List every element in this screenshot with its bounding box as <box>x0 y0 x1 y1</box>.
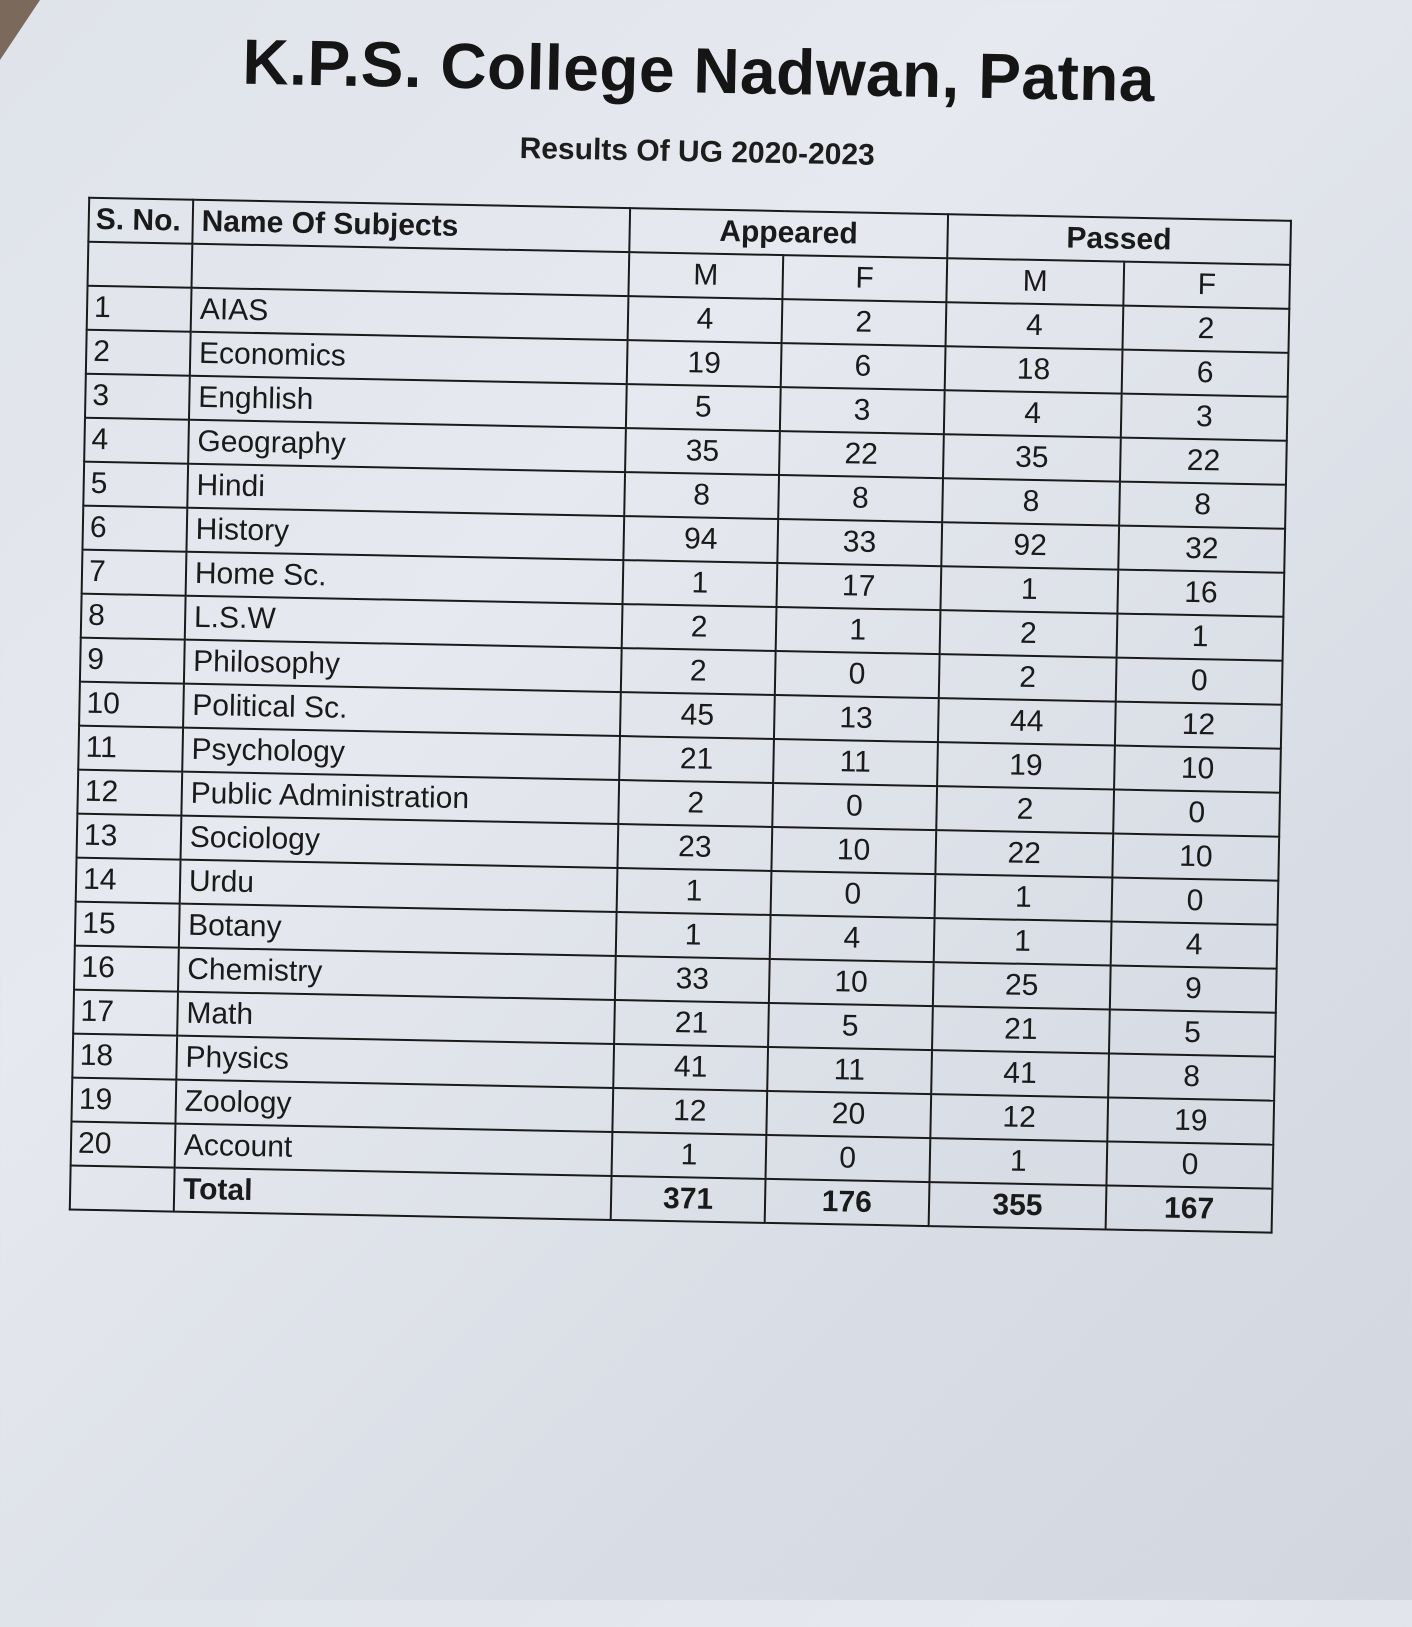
row-subject-name: Chemistry <box>178 948 616 1000</box>
row-passed-m: 2 <box>936 786 1114 833</box>
row-passed-m: 92 <box>941 522 1119 569</box>
row-appeared-m: 94 <box>624 516 779 563</box>
row-appeared-m: 1 <box>612 1132 767 1179</box>
row-sno: 14 <box>76 858 181 904</box>
header-subject-name: Name Of Subjects <box>192 200 630 252</box>
total-passed-f: 167 <box>1106 1185 1273 1232</box>
row-subject-name: Public Administration <box>181 772 619 824</box>
row-appeared-f: 3 <box>780 387 945 434</box>
row-passed-m: 1 <box>933 918 1111 965</box>
row-passed-m: 1 <box>929 1138 1107 1185</box>
row-passed-m: 4 <box>945 302 1123 349</box>
row-passed-f: 0 <box>1113 790 1280 837</box>
row-appeared-f: 6 <box>781 343 946 390</box>
row-passed-f: 8 <box>1108 1053 1275 1100</box>
row-passed-m: 25 <box>932 962 1110 1009</box>
row-passed-f: 10 <box>1113 834 1280 881</box>
row-appeared-m: 41 <box>613 1044 768 1091</box>
total-sno-blank <box>70 1166 175 1212</box>
row-appeared-f: 22 <box>779 431 944 478</box>
row-sno: 15 <box>75 902 180 948</box>
row-appeared-m: 2 <box>621 648 776 695</box>
row-appeared-f: 17 <box>776 563 941 610</box>
row-appeared-m: 21 <box>614 1000 769 1047</box>
header-appeared-m: M <box>629 252 784 299</box>
header-passed-f: F <box>1124 262 1291 309</box>
row-passed-f: 22 <box>1120 438 1287 485</box>
row-appeared-f: 0 <box>770 871 935 918</box>
row-appeared-f: 11 <box>767 1047 932 1094</box>
row-passed-f: 9 <box>1110 966 1277 1013</box>
row-appeared-m: 35 <box>625 428 780 475</box>
row-passed-f: 5 <box>1109 1009 1276 1056</box>
row-appeared-m: 12 <box>613 1088 768 1135</box>
header-passed-m: M <box>946 258 1124 305</box>
row-sno: 8 <box>81 594 186 640</box>
row-passed-m: 21 <box>932 1006 1110 1053</box>
total-label: Total <box>174 1168 612 1220</box>
header-sno: S. No. <box>88 198 193 244</box>
row-passed-f: 16 <box>1118 570 1285 617</box>
row-subject-name: Math <box>177 992 615 1044</box>
row-subject-name: Home Sc. <box>185 552 623 604</box>
row-appeared-f: 1 <box>776 607 941 654</box>
row-appeared-f: 11 <box>773 739 938 786</box>
row-appeared-m: 8 <box>624 472 779 519</box>
row-passed-f: 1 <box>1117 614 1284 661</box>
row-appeared-m: 23 <box>618 824 773 871</box>
row-passed-m: 2 <box>938 654 1116 701</box>
row-sno: 13 <box>77 814 182 860</box>
row-passed-m: 35 <box>943 434 1121 481</box>
row-passed-m: 1 <box>940 566 1118 613</box>
row-passed-f: 0 <box>1116 658 1283 705</box>
row-subject-name: Account <box>174 1124 612 1176</box>
row-subject-name: Philosophy <box>184 640 622 692</box>
total-appeared-f: 176 <box>765 1179 930 1226</box>
row-sno: 9 <box>80 638 185 684</box>
row-subject-name: Botany <box>179 904 617 956</box>
row-passed-m: 41 <box>931 1050 1109 1097</box>
row-subject-name: Hindi <box>187 464 625 516</box>
row-passed-f: 4 <box>1111 922 1278 969</box>
row-subject-name: AIAS <box>191 288 629 340</box>
page-title: K.P.S. College Nadwan, Patna <box>241 25 1156 116</box>
row-subject-name: Psychology <box>182 728 620 780</box>
row-subject-name: Enghlish <box>189 376 627 428</box>
row-passed-f: 0 <box>1107 1141 1274 1188</box>
total-appeared-m: 371 <box>611 1176 766 1223</box>
row-passed-m: 2 <box>939 610 1117 657</box>
row-appeared-m: 33 <box>615 956 770 1003</box>
row-subject-name: L.S.W <box>185 596 623 648</box>
row-passed-m: 19 <box>937 742 1115 789</box>
row-appeared-f: 0 <box>765 1135 930 1182</box>
row-appeared-f: 0 <box>772 783 937 830</box>
row-sno: 3 <box>85 374 190 420</box>
row-passed-m: 4 <box>943 390 1121 437</box>
row-appeared-f: 13 <box>774 695 939 742</box>
row-subject-name: Economics <box>190 332 628 384</box>
row-sno: 18 <box>72 1034 177 1080</box>
row-appeared-f: 33 <box>777 519 942 566</box>
row-subject-name: Political Sc. <box>183 684 621 736</box>
row-passed-f: 19 <box>1108 1097 1275 1144</box>
row-appeared-m: 4 <box>628 296 783 343</box>
row-passed-f: 2 <box>1123 306 1290 353</box>
row-appeared-f: 10 <box>771 827 936 874</box>
row-appeared-f: 4 <box>770 915 935 962</box>
row-sno: 12 <box>77 770 182 816</box>
row-appeared-f: 8 <box>778 475 943 522</box>
row-appeared-m: 5 <box>626 384 781 431</box>
row-subject-name: Sociology <box>180 816 618 868</box>
row-sno: 17 <box>73 990 178 1036</box>
row-appeared-m: 21 <box>619 736 774 783</box>
row-sno: 1 <box>87 286 192 332</box>
row-passed-m: 1 <box>934 874 1112 921</box>
header-appeared-f: F <box>782 255 947 302</box>
row-subject-name: Physics <box>176 1036 614 1088</box>
row-passed-m: 44 <box>938 698 1116 745</box>
row-sno: 10 <box>79 682 184 728</box>
row-subject-name: History <box>186 508 624 560</box>
row-sno: 19 <box>71 1078 176 1124</box>
row-sno: 7 <box>82 550 187 596</box>
row-passed-f: 0 <box>1112 878 1279 925</box>
row-passed-f: 10 <box>1114 746 1281 793</box>
total-passed-m: 355 <box>928 1182 1106 1229</box>
row-passed-m: 18 <box>944 346 1122 393</box>
row-appeared-m: 19 <box>627 340 782 387</box>
row-sno: 11 <box>78 726 183 772</box>
row-subject-name: Zoology <box>175 1080 613 1132</box>
row-appeared-m: 2 <box>622 604 777 651</box>
row-appeared-m: 1 <box>617 868 772 915</box>
header-passed: Passed <box>947 214 1291 265</box>
row-passed-f: 6 <box>1122 350 1289 397</box>
row-passed-f: 32 <box>1119 526 1286 573</box>
page-subtitle: Results Of UG 2020-2023 <box>519 132 876 172</box>
row-passed-m: 8 <box>942 478 1120 525</box>
row-subject-name: Geography <box>188 420 626 472</box>
row-appeared-f: 5 <box>768 1003 933 1050</box>
row-sno: 4 <box>84 418 189 464</box>
row-sno: 2 <box>86 330 191 376</box>
row-appeared-m: 2 <box>618 780 773 827</box>
header-appeared: Appeared <box>629 208 947 258</box>
row-appeared-m: 1 <box>623 560 778 607</box>
row-sno: 5 <box>83 462 188 508</box>
header-sno-blank <box>88 242 193 288</box>
row-subject-name: Urdu <box>180 860 618 912</box>
row-passed-f: 3 <box>1121 394 1288 441</box>
row-passed-m: 12 <box>930 1094 1108 1141</box>
row-appeared-f: 20 <box>766 1091 931 1138</box>
row-passed-m: 22 <box>935 830 1113 877</box>
row-appeared-f: 2 <box>781 299 946 346</box>
row-sno: 6 <box>82 506 187 552</box>
row-appeared-f: 0 <box>775 651 940 698</box>
row-appeared-f: 10 <box>769 959 934 1006</box>
row-sno: 16 <box>74 946 179 992</box>
row-passed-f: 12 <box>1115 702 1282 749</box>
results-table <box>69 197 1292 1234</box>
row-appeared-m: 45 <box>620 692 775 739</box>
row-passed-f: 8 <box>1119 482 1286 529</box>
row-sno: 20 <box>71 1122 176 1168</box>
row-appeared-m: 1 <box>616 912 771 959</box>
